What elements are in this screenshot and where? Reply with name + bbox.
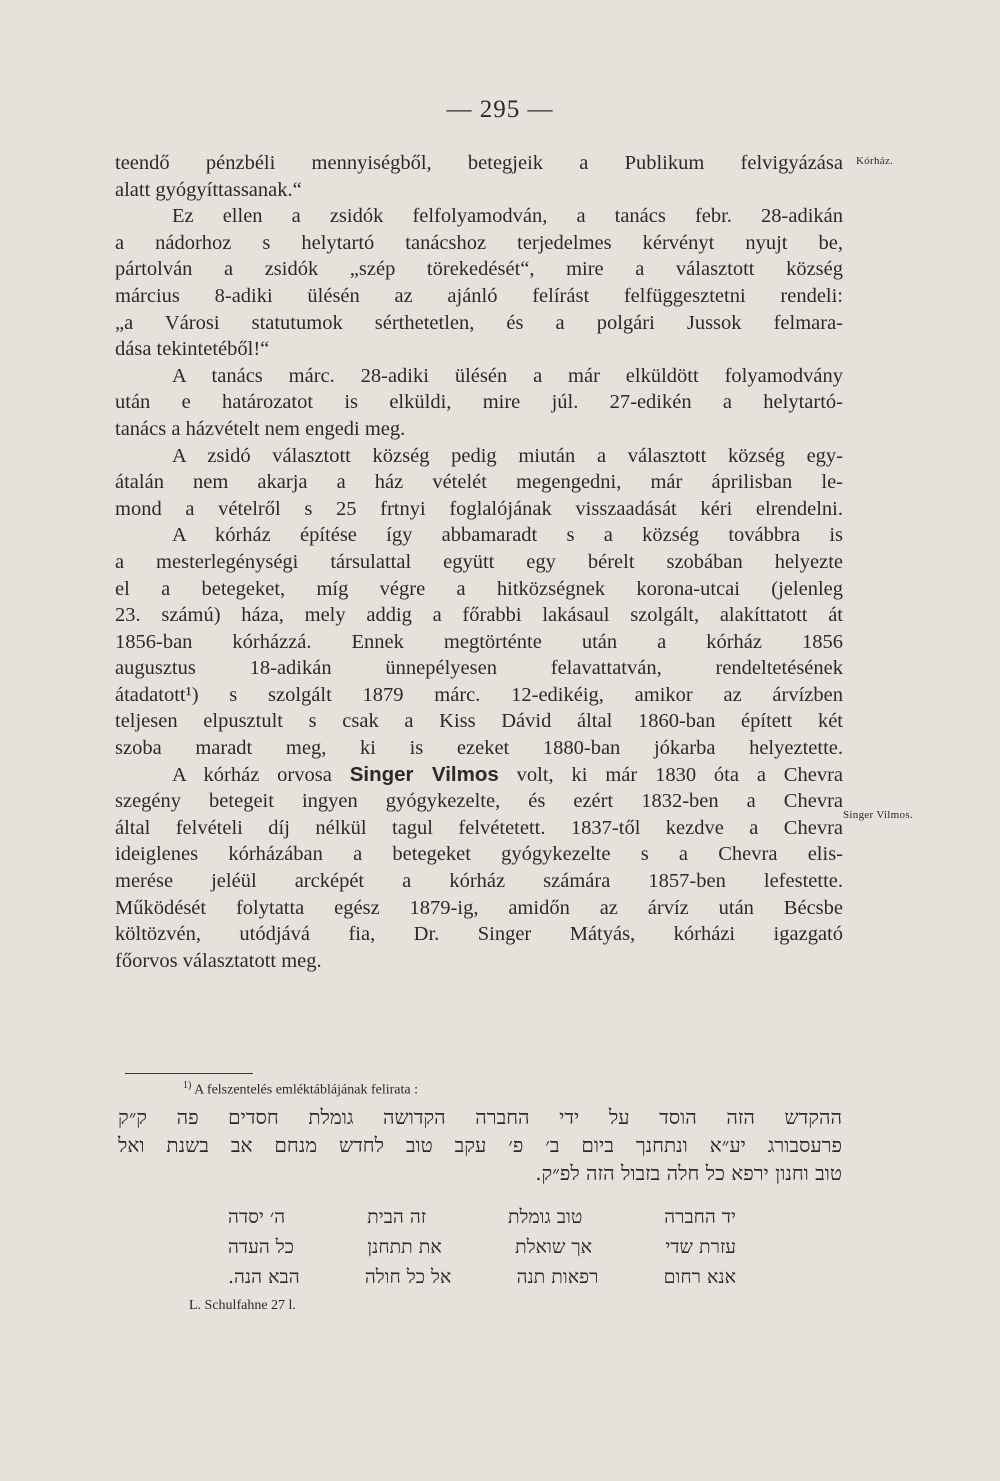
text-line: teendő pénzbéli mennyiségből, betegjeik a Publikum felvigyázása: [115, 152, 843, 174]
text-line: Ez ellen a zsidók felfolyamodván, a tanács febr. 28-adikán: [172, 205, 843, 228]
text-line: szoba maradt meg, ki is ezeket 1880-ban jókarba helyeztette.: [115, 737, 843, 760]
page-number: — 295 —: [446, 96, 554, 123]
text-line: augusztus 18-adikán ünnepélyesen felavattatván, rendeltetésének: [115, 657, 843, 680]
text-line: a mesterlegénységi társulattal együtt egy bérelt szobában helyezte: [115, 550, 843, 573]
hebrew-inscription: [118, 1103, 842, 1187]
text-line: átalán nem akarja a ház vételét megengedni, már áprilisban le-: [115, 471, 843, 494]
text-line: A kórház építése így abbamaradt s a község továbbra is: [172, 524, 843, 547]
verse-row: אנא רחום רפאות תנה אל כל חולה הבא הנה.: [228, 1265, 736, 1288]
text-line: költözvén, utódjává fia, Dr. Singer Mátyás, kórházi igazgató: [115, 923, 843, 946]
text-line: dása tekintetéből!“: [115, 338, 270, 361]
text-line: 23. számú) háza, mely addig a főrabbi lakásaul szolgált, alakíttatott át: [115, 604, 843, 627]
text-line: merése jeléül arcképét a kórház számára 1857-ben lefestette.: [115, 870, 843, 893]
verse-row: יד החברה טוב גומלת זה הבית ה׳ יסדה: [228, 1205, 736, 1228]
text-line: szegény betegeit ingyen gyógykezelte, és ezért 1832-ben a Chevra: [115, 790, 843, 813]
text-line: március 8-adiki ülésén az ajánló felírást felfüggesztetni rendeli:: [115, 284, 843, 307]
hebrew-verse: [228, 1202, 736, 1292]
text-line: pártolván a zsidók „szép törekedését“, mire a választott község: [115, 258, 843, 281]
text-line: A tanács márc. 28-adiki ülésén a már elküldött folyamodvány: [172, 364, 843, 387]
text-line: Működését folytatta egész 1879-ig, amidőn az árvíz után Bécsbe: [115, 896, 843, 919]
footnote-divider: [125, 1073, 253, 1074]
text-line: átadatott¹) s szolgált 1879 márc. 12-edikéig, amikor az árvízben: [115, 683, 843, 706]
text-line: a nádorhoz s helytartó tanácshoz terjedelmes kérvényt nyujt be,: [115, 231, 843, 254]
hebrew-line: פרעסבורג יע״א ונתחנך ביום ב׳ פ׳ עקב טוב לחדש מנחם אב בשנת ואל: [118, 1133, 842, 1157]
text-line: után e határozatot is elküldi, mire júl. 27-edikén a helytartó-: [115, 391, 843, 414]
text-line: A zsidó választott község pedig miután a választott község egy-: [172, 444, 843, 467]
margin-note-korhaz: Kórház.: [856, 155, 894, 167]
text-line: ideiglenes kórházában a betegeket gyógykezelte s a Chevra elis-: [115, 843, 843, 866]
text-line: el a betegeket, míg végre a hitközségnek korona-utcai (jelenleg: [115, 577, 843, 600]
person-name-singer-vilmos: Singer Vilmos: [349, 762, 499, 786]
text-line: mond a vételről s 25 frtnyi foglalójának visszaadását kéri elrendelni.: [115, 497, 843, 520]
text-line: 1856-ban kórházzá. Ennek megtörténte után a kórház 1856: [115, 630, 843, 653]
footnote-marker: 1): [183, 1080, 192, 1091]
footnote-title: $^{1)}$ A felszentelés emléktáblájának felirata :: [183, 1080, 418, 1098]
text-line-singer: A kórház orvosa Singer Vilmos volt, ki már 1830 óta a Chevra: [172, 762, 843, 786]
text-line: által felvételi díj nélkül tagul felvétetett. 1837-től kezdve a Chevra: [115, 816, 843, 839]
text-line: tanács a házvételt nem engedi meg.: [115, 417, 406, 440]
body-text: [115, 150, 843, 974]
margin-note-singer: Singer Vilmos.: [843, 809, 913, 821]
hebrew-line: ההקדש הזה הוסד על ידי החברה הקדושה גומלת חסדים פה ק״ק: [118, 1105, 842, 1129]
footnote-signature: L. Schulfahne 27 l.: [189, 1298, 296, 1313]
text-line: „a Városi statutumok sérthetetlen, és a polgári Jussok felmara-: [115, 311, 843, 334]
text-line: alatt gyógyíttassanak.“: [115, 178, 302, 201]
hebrew-line: טוב וחנון ירפא כל חלה בזבול הזה לפ״ק.: [535, 1161, 842, 1185]
text-line: teljesen elpusztult s csak a Kiss Dávid által 1860-ban épített két: [115, 710, 843, 733]
verse-row: עזרת שדי אך שואלת את תתחנן כל העדה: [228, 1235, 736, 1258]
text-line: főorvos választatott meg.: [115, 949, 322, 972]
